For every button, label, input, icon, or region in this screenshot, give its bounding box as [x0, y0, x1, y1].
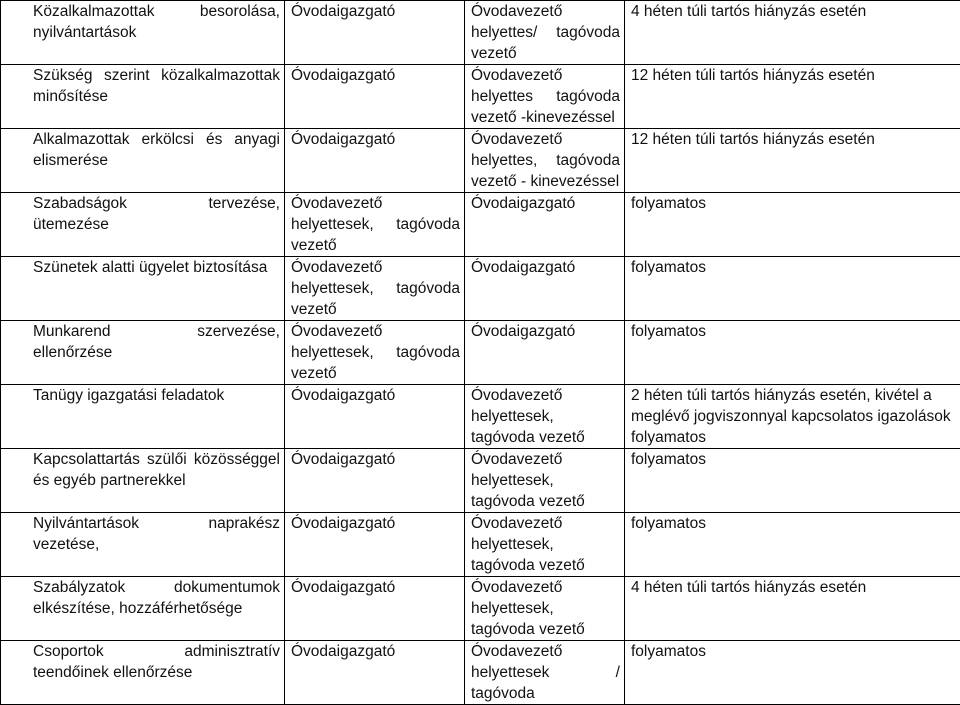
condition-cell: folyamatos	[625, 449, 960, 513]
deputy-cell: Óvodavezető helyettesek, tagóvoda vezető	[465, 385, 625, 449]
responsible-cell: Óvodavezető helyettesek, tagóvoda vezető	[285, 321, 465, 385]
table-row	[1, 129, 960, 193]
deputy-cell: Óvodavezető helyettesek, tagóvoda vezető	[465, 449, 625, 513]
table-row	[1, 641, 960, 705]
responsible-cell: Óvodaigazgató	[285, 385, 465, 449]
deputy-cell: Óvodaigazgató	[465, 257, 625, 321]
task-cell: Szünetek alatti ügyelet biztosítása	[1, 257, 285, 321]
condition-cell: 12 héten túli tartós hiányzás esetén	[625, 65, 960, 129]
task-cell: Csoportok adminisztratív teendőinek ellenőrzése	[1, 641, 285, 705]
task-cell: Nyilvántartások naprakész vezetése,	[1, 513, 285, 577]
responsible-cell: Óvodavezető helyettesek, tagóvoda vezető	[285, 257, 465, 321]
deputy-cell: Óvodavezető helyettesek, tagóvoda vezető	[465, 513, 625, 577]
condition-cell: folyamatos	[625, 321, 960, 385]
task-cell: Szabályzatok dokumentumok elkészítése, hozzáférhetősége	[1, 577, 285, 641]
responsible-cell: Óvodaigazgató	[285, 65, 465, 129]
condition-cell: folyamatos	[625, 641, 960, 705]
responsible-cell: Óvodaigazgató	[285, 1, 465, 65]
responsible-cell: Óvodaigazgató	[285, 129, 465, 193]
deputy-cell: Óvodaigazgató	[465, 321, 625, 385]
condition-cell: 4 héten túli tartós hiányzás esetén	[625, 1, 960, 65]
deputy-cell: Óvodavezető helyettesek / tagóvoda	[465, 641, 625, 705]
table-row	[1, 1, 960, 65]
deputy-cell: Óvodavezető helyettesek, tagóvoda vezető	[465, 577, 625, 641]
responsible-cell: Óvodavezető helyettesek, tagóvoda vezető	[285, 193, 465, 257]
task-cell: Tanügy igazgatási feladatok	[1, 385, 285, 449]
condition-cell: 4 héten túli tartós hiányzás esetén	[625, 577, 960, 641]
responsible-cell: Óvodaigazgató	[285, 449, 465, 513]
task-cell: Munkarend szervezése, ellenőrzése	[1, 321, 285, 385]
table-row	[1, 513, 960, 577]
condition-cell: folyamatos	[625, 513, 960, 577]
deputy-cell: Óvodavezető helyettes, tagóvoda vezető - kinevezéssel	[465, 129, 625, 193]
responsible-cell: Óvodaigazgató	[285, 641, 465, 705]
table-row	[1, 385, 960, 449]
table-row	[1, 65, 960, 129]
condition-cell: 2 héten túli tartós hiányzás esetén, kivétel a meglévő jogviszonnyal kapcsolatos igazolások folyamatos	[625, 385, 960, 449]
task-cell: Kapcsolattartás szülői közösséggel és egyéb partnerekkel	[1, 449, 285, 513]
condition-cell: 12 héten túli tartós hiányzás esetén	[625, 129, 960, 193]
responsible-cell: Óvodaigazgató	[285, 577, 465, 641]
deputy-cell: Óvodaigazgató	[465, 193, 625, 257]
responsible-cell: Óvodaigazgató	[285, 513, 465, 577]
deputy-cell: Óvodavezető helyettes/ tagóvoda vezető	[465, 1, 625, 65]
table-row	[1, 577, 960, 641]
table-row	[1, 257, 960, 321]
table-row	[1, 449, 960, 513]
task-cell: Szabadságok tervezése, ütemezése	[1, 193, 285, 257]
task-cell: Szükség szerint közalkalmazottak minősítése	[1, 65, 285, 129]
task-cell: Alkalmazottak erkölcsi és anyagi elismerése	[1, 129, 285, 193]
table-row	[1, 193, 960, 257]
condition-cell: folyamatos	[625, 257, 960, 321]
condition-cell: folyamatos	[625, 193, 960, 257]
deputy-cell: Óvodavezető helyettes tagóvoda vezető -kinevezéssel	[465, 65, 625, 129]
table-row	[1, 321, 960, 385]
task-cell: Közalkalmazottak besorolása, nyilvántartások	[1, 1, 285, 65]
